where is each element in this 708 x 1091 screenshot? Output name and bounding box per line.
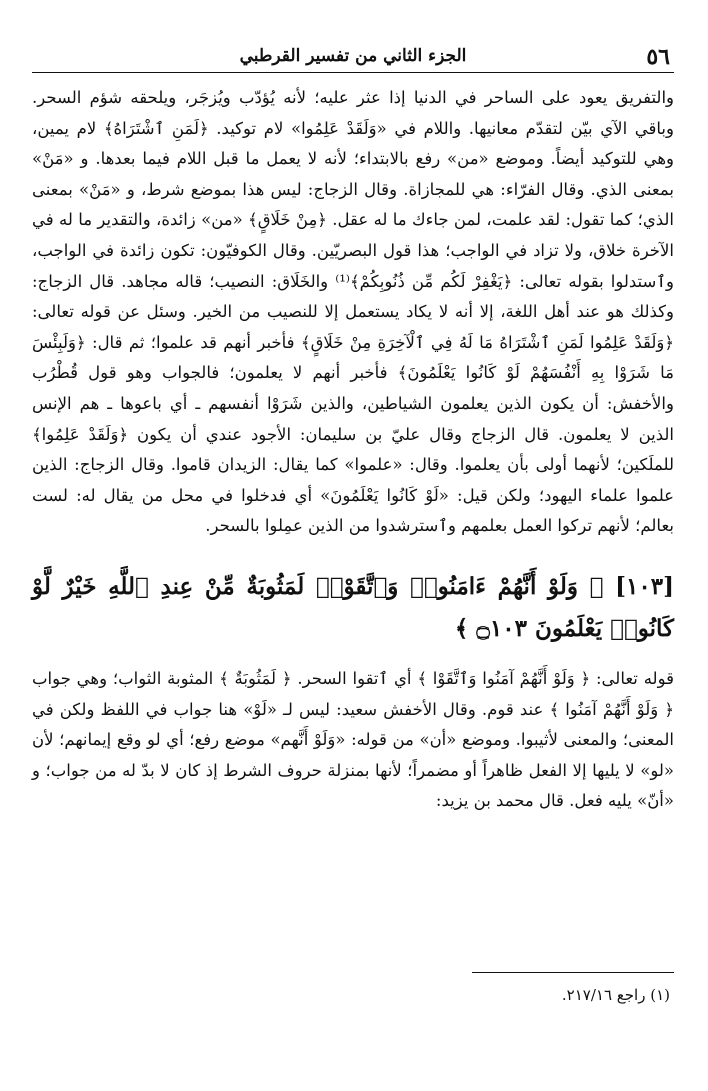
quran-verse (32, 566, 674, 650)
book-page (32, 40, 674, 1070)
verse-number: [١٠٣] (615, 572, 674, 600)
commentary-paragraph: والتفريق يعود على الساحر في الدنيا إذا عثر عليه؛ لأنه يُؤدّب ويُزجَر، ويلحقه شؤم السحر. وباقي الآي بيّن لتقدّم معانيها. واللام في «وَلَقَدْ عَلِمُوا» لام توكيد. ﴿لَمَنِ ٱشْتَرَاهُ﴾ لام يمين، وهي للتوكيد أيضاً. وموضع «من» رفع بالابتداء؛ لأنه لا يعمل ما قبل اللام فيما بعدها. و «مَنْ» بمعنى الذي. وقال الفرّاء: هي للمجازاة. وقال الزجاج: ليس هذا بموضع شرط، و «مَنْ» بمعنى الذي؛ كما تقول: لقد علمت، لمن جاءك ما له عقل. ﴿مِنْ خَلَاقٍ﴾ «من» زائدة، والتقدير ما له في الآخرة خلاق، ولا تزاد في الواجب؛ هذا قول البصريّين. وقال الكوفيّون: تكون زائدة في الواجب، وٱستدلوا بقوله تعالى: ﴿يَغْفِرْ لَكُم مِّن ذُنُوبِكُمْ﴾⁽¹⁾ والخَلَاق: النصيب؛ قاله مجاهد. قال الزجاج: وكذلك هو عند أهل اللغة، إلا أنه لا يكاد يستعمل إلا للنصيب من الخير. وسئل عن قوله تعالى: ﴿وَلَقَدْ عَلِمُوا لَمَنِ ٱشْتَرَاهُ مَا لَهُ فِي ٱلْآخِرَةِ مِنْ خَلَاقٍ﴾ فأخبر أنهم قد علموا؛ ثم قال: ﴿وَلَبِئْسَ مَا شَرَوْا بِهِ أَنْفُسَهُمْ لَوْ كَانُوا يَعْلَمُونَ﴾ فأخبر أنهم لا يعلمون؛ فالجواب وهو قول قُطْرُب والأخفش: أن يكون الذين يعلمون الشياطين، والذين شَرَوْا أنفسهم ـ أي باعوها ـ هم الإنس الذين لا يعلمون. قال الزجاج وقال عليّ بن سليمان: الأجود عندي أن يكون ﴿وَلَقَدْ عَلِمُوا﴾ للملَكين؛ لأنهما أولى بأن يعلموا. وقال: «علموا» كما يقال: الزيدان قاموا. وقال الزجاج: الذين علموا علماء اليهود؛ ولكن قيل: «لَوْ كَانُوا يَعْلَمُونَ» أي فدخلوا في محل من يقال له: لست بعالم؛ لأنهم تركوا العمل بعلمهم وٱسترشدوا من الذين عمِلوا بالسحر. (32, 88, 674, 536)
commentary-paragraph: قوله تعالى: ﴿ وَلَوْ أَنَّهُمْ آمَنُوا وَٱتَّقَوْا ﴾ أي ٱتقوا السحر. ﴿ لَمَثُوبَةٌ ﴾ المثوبة الثواب؛ وهي جواب ﴿ وَلَوْ أَنَّهُمْ آمَنُوا ﴾ عند قوم. وقال الأخفش سعيد: ليس لـ «لَوْ» هنا جواب في اللفظ ولكن في المعنى؛ والمعنى لأثيبوا. وموضع «أن» من قوله: «وَلَوْ أَنَّهم» موضع رفع؛ أي لو وقع إيمانهم؛ لأن «لو» لا يليها إلا الفعل ظاهراً أو مضمراً؛ لأنها بمنزلة حروف الشرط إذ كان لا بدّ له من جواب؛ و «أنّ» يليه فعل. قال محمد بن يزيد: (32, 668, 674, 811)
page-number: ٥٦ (646, 44, 670, 70)
footnote-divider (472, 972, 674, 973)
verse-text: ﴿ وَلَوْ أَنَّهُمْ ءَامَنُوا۟ وَٱتَّقَوْا۟ لَمَثُوبَةٌ مِّنْ عِندِ ٱللَّهِ خَيْرٌ لَّوْ كَانُوا۟ يَعْلَمُونَ ۝١٠٣ ﴾ (32, 572, 674, 642)
running-title: الجزء الثاني من تفسير القرطبي (239, 46, 467, 66)
footnote: (١) راجع ٢١٧/١٦. (561, 986, 670, 1004)
page-header (32, 40, 674, 73)
